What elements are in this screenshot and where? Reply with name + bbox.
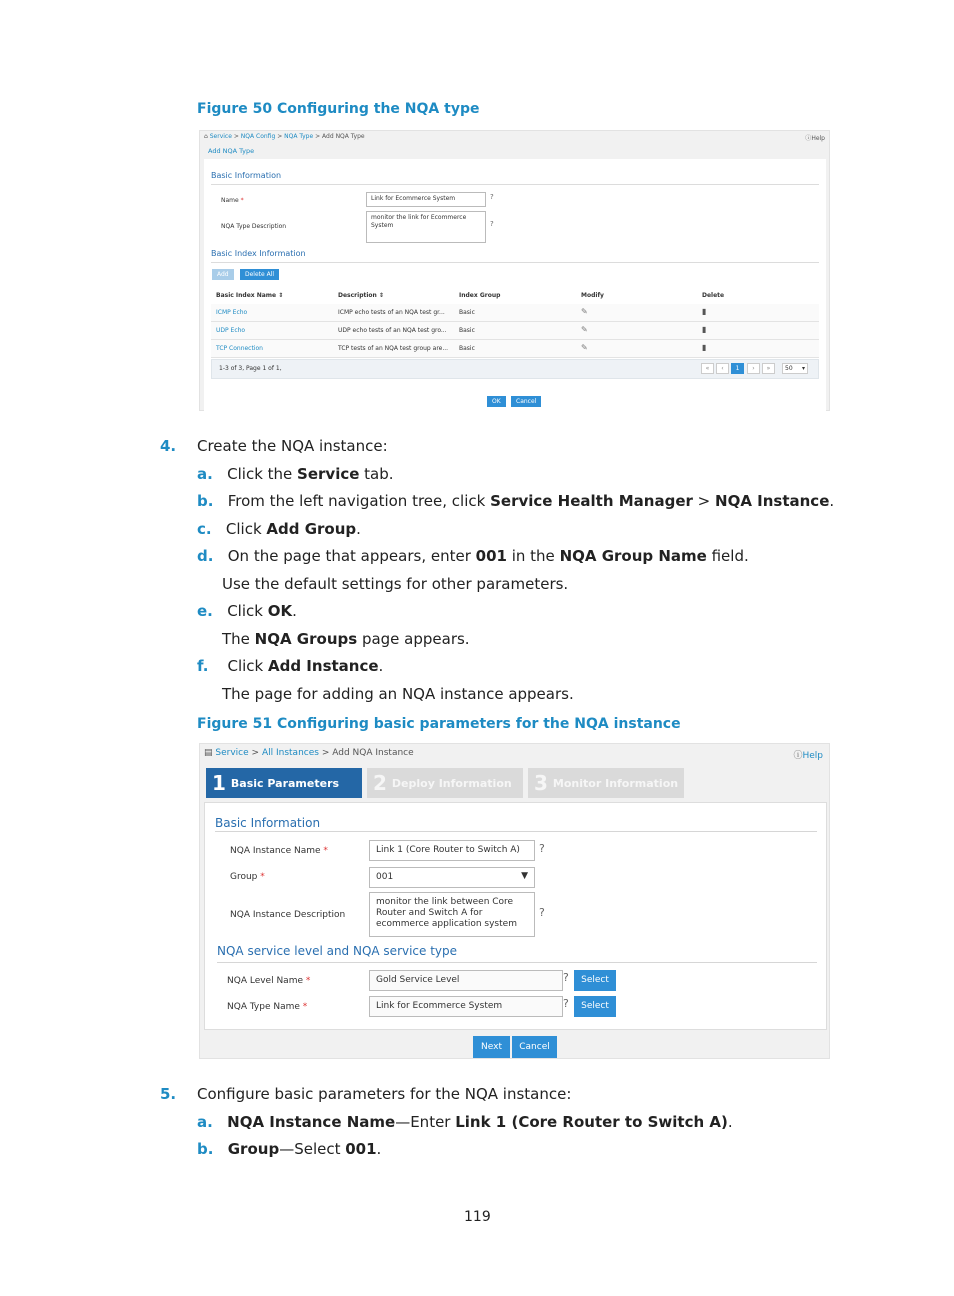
- question-icon[interactable]: ?: [490, 220, 494, 228]
- basic-info-heading: Basic Information: [215, 816, 321, 830]
- chevron-down-icon: ▼: [521, 871, 528, 881]
- tab-basic-parameters[interactable]: 1 Basic Parameters: [206, 768, 362, 798]
- step-5a: a. NQA Instance Name—Enter Link 1 (Core Router to Switch A).: [197, 1113, 733, 1131]
- level-name-label: NQA Level Name *: [227, 976, 311, 986]
- cancel-button[interactable]: Cancel: [512, 1036, 557, 1058]
- step-4b: b. From the left navigation tree, click Service Health Manager > NQA Instance.: [197, 492, 835, 510]
- level-name-input[interactable]: Gold Service Level: [369, 970, 563, 991]
- basic-info-heading: Basic Information: [211, 171, 282, 180]
- breadcrumb: ▤ Service > All Instances > Add NQA Instance: [204, 748, 414, 758]
- home-icon: ⌂: [204, 133, 208, 140]
- tab-monitor-information[interactable]: 3 Monitor Information: [528, 768, 684, 798]
- page-subtitle: Add NQA Type: [208, 147, 255, 155]
- breadcrumb: ⌂ Service > NQA Config > NQA Type > Add NQA Type: [204, 133, 365, 140]
- question-icon[interactable]: ?: [539, 842, 545, 855]
- instance-description-label: NQA Instance Description: [230, 910, 346, 920]
- col-delete: Delete: [702, 292, 725, 299]
- next-button[interactable]: Next: [473, 1036, 510, 1058]
- row-description: TCP tests of an NQA test group are...: [338, 345, 449, 352]
- type-name-label: NQA Type Name *: [227, 1002, 308, 1012]
- col-description[interactable]: Description ⇕: [338, 292, 384, 299]
- group-label: Group *: [230, 872, 265, 882]
- trash-icon[interactable]: ▮: [702, 343, 707, 352]
- index-info-heading: Basic Index Information: [211, 249, 306, 258]
- name-input[interactable]: Link for Ecommerce System: [366, 192, 486, 207]
- help-link[interactable]: ⓘHelp: [805, 135, 825, 142]
- row-group: Basic: [459, 309, 475, 316]
- col-modify: Modify: [581, 292, 604, 299]
- question-icon[interactable]: ?: [563, 971, 569, 984]
- row-name-link[interactable]: TCP Connection: [216, 345, 263, 352]
- edit-icon[interactable]: ✎: [581, 307, 588, 316]
- edit-icon[interactable]: ✎: [581, 325, 588, 334]
- description-textarea[interactable]: monitor the link for Ecommerce System: [366, 211, 486, 243]
- page-number-button[interactable]: 1: [731, 363, 744, 374]
- col-basic-index-name[interactable]: Basic Index Name ⇕: [216, 292, 284, 299]
- delete-all-button[interactable]: Delete All: [240, 269, 279, 280]
- question-icon[interactable]: ?: [539, 906, 545, 919]
- divider: [215, 831, 817, 832]
- breadcrumb-nqa-config[interactable]: NQA Config: [240, 133, 276, 140]
- table-row: [211, 304, 819, 322]
- step-4f-note: The page for adding an NQA instance appears.: [222, 685, 574, 703]
- add-button[interactable]: Add: [212, 269, 234, 280]
- row-name-link[interactable]: UDP Echo: [216, 327, 246, 334]
- chevron-down-icon: ▾: [801, 365, 805, 372]
- edit-icon[interactable]: ✎: [581, 343, 588, 352]
- breadcrumb-all-instances[interactable]: All Instances: [261, 748, 319, 758]
- service-level-heading: NQA service level and NQA service type: [217, 944, 458, 958]
- question-icon[interactable]: ?: [490, 193, 494, 201]
- divider: [211, 262, 819, 263]
- pagination-summary: 1-3 of 3, Page 1 of 1,: [219, 365, 282, 372]
- step-4e: e. Click OK.: [197, 602, 297, 620]
- help-link[interactable]: ⓘHelp: [793, 751, 823, 761]
- group-select[interactable]: 001 ▼: [369, 867, 535, 888]
- table-row: [211, 340, 819, 358]
- ok-button[interactable]: OK: [487, 396, 506, 407]
- prev-page-button[interactable]: ‹: [716, 363, 729, 374]
- figure-50-screenshot: [199, 130, 830, 411]
- step-4f: f. Click Add Instance.: [197, 657, 384, 675]
- page-number: 119: [464, 1209, 491, 1225]
- breadcrumb-current: Add NQA Instance: [332, 748, 414, 758]
- step-4c: c. Click Add Group.: [197, 520, 361, 538]
- document-icon: ▤: [204, 748, 213, 758]
- instance-name-label: NQA Instance Name *: [230, 846, 328, 856]
- name-label: Name *: [221, 197, 244, 204]
- table-row: [211, 322, 819, 340]
- help-icon: ⓘ: [793, 751, 803, 761]
- trash-icon[interactable]: ▮: [702, 325, 707, 334]
- first-page-button[interactable]: «: [701, 363, 714, 374]
- last-page-button[interactable]: »: [762, 363, 775, 374]
- type-name-input[interactable]: Link for Ecommerce System: [369, 996, 563, 1017]
- step-5b: b. Group—Select 001.: [197, 1140, 382, 1158]
- select-level-button[interactable]: Select: [574, 970, 616, 991]
- row-description: ICMP echo tests of an NQA test gr...: [338, 309, 445, 316]
- form-panel: [204, 802, 827, 1030]
- instance-name-input[interactable]: Link 1 (Core Router to Switch A): [369, 840, 535, 861]
- help-icon: ⓘ: [805, 135, 812, 142]
- page-size-select[interactable]: 50 ▾: [782, 363, 808, 374]
- figure-51-screenshot: [199, 743, 830, 1059]
- col-index-group: Index Group: [459, 292, 501, 299]
- figure-51-caption: Figure 51 Configuring basic parameters for the NQA instance: [197, 716, 681, 732]
- question-icon[interactable]: ?: [563, 997, 569, 1010]
- step-4e-note: The NQA Groups page appears.: [222, 630, 470, 648]
- row-group: Basic: [459, 327, 475, 334]
- breadcrumb-service[interactable]: Service: [209, 133, 232, 140]
- instance-description-textarea[interactable]: monitor the link between Core Router and Switch A for ecommerce application system: [369, 892, 535, 937]
- divider: [217, 962, 817, 963]
- form-panel: [204, 159, 826, 411]
- row-name-link[interactable]: ICMP Echo: [216, 309, 248, 316]
- next-page-button[interactable]: ›: [747, 363, 760, 374]
- figure-50-caption: Figure 50 Configuring the NQA type: [197, 101, 480, 117]
- step-4d: d. On the page that appears, enter 001 in the NQA Group Name field.: [197, 547, 749, 565]
- divider: [211, 184, 819, 185]
- row-group: Basic: [459, 345, 475, 352]
- step-4d-note: Use the default settings for other parameters.: [222, 575, 569, 593]
- trash-icon[interactable]: ▮: [702, 307, 707, 316]
- select-type-button[interactable]: Select: [574, 996, 616, 1017]
- breadcrumb-nqa-type[interactable]: NQA Type: [284, 133, 314, 140]
- row-description: UDP echo tests of an NQA test gro...: [338, 327, 447, 334]
- tab-deploy-information[interactable]: 2 Deploy Information: [367, 768, 523, 798]
- description-label: NQA Type Description: [221, 223, 287, 230]
- cancel-button[interactable]: Cancel: [511, 396, 541, 407]
- breadcrumb-service[interactable]: Service: [215, 748, 249, 758]
- breadcrumb-current: Add NQA Type: [322, 133, 365, 140]
- step-4a: a. Click the Service tab.: [197, 465, 394, 483]
